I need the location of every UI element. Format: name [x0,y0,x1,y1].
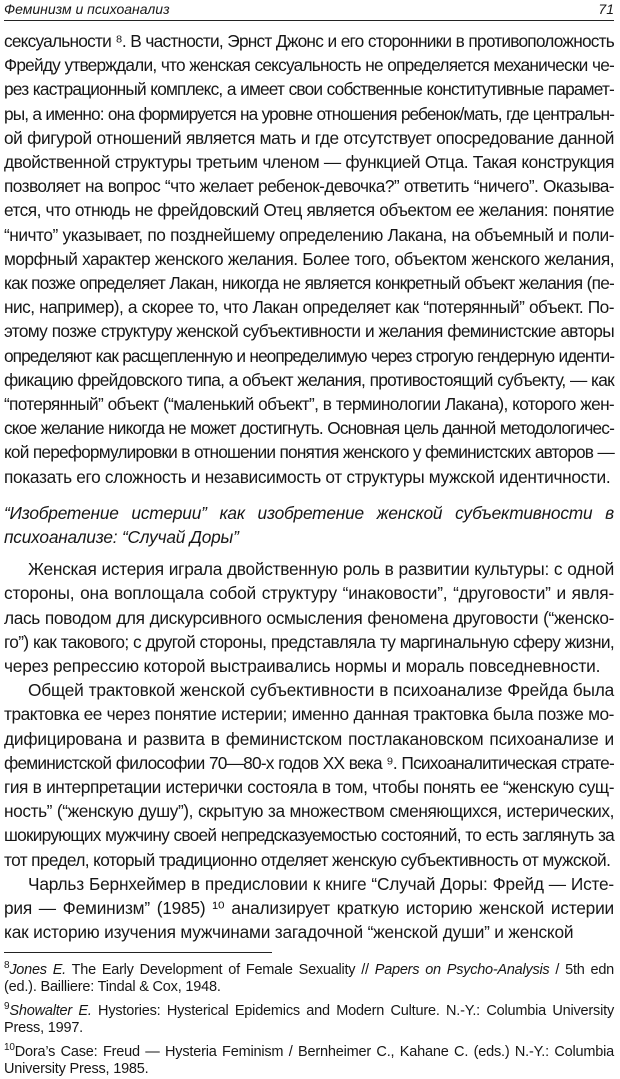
paragraph-2-line: Женская истерия играла двойственную роль в развитии культуры: с одной [28,559,614,580]
paragraph-1-line: нис, например), а скорее то, что Лакан определяет как “потерянный” объект. По- [4,297,614,318]
footnote-9-continuation: Press, 1997. [4,1019,84,1036]
section-heading-line: “Изобретение истерии” как изобретение женской субъективности в [4,502,614,523]
footnote-number: 8 [4,960,10,972]
paragraph-2-line: го”) как такового; с другой стороны, представляла ту маргинальную сферу жизни, [4,631,614,652]
paragraph-4-line: рия — Феминизм” (1985) ¹⁰ анализирует краткую историю женской истерии [4,898,614,918]
footnote-rule [4,952,272,953]
running-head [4,0,614,21]
footnote-10-continuation: University Press, 1985. [4,1060,149,1077]
paragraph-1-line: показать его сложность и независимость от структуры мужской идентичности. [4,466,611,487]
footnote-author: Showalter E. [9,1003,92,1020]
footnote-source: Papers on Psycho-Analysis [374,962,550,979]
footnote-text: The Early Development of Female Sexuality // [65,962,375,979]
paragraph-2-line: лась поводом для дискурсивного осмысления феномена друговости (“женско- [4,607,614,628]
running-head-title: Феминизм и психоанализ [4,1,170,17]
paragraph-1-line: как позже определяет Лакан, никогда не является конкретный объект желания (пе- [4,273,614,293]
paragraph-4-line: как историю изучения мужчинами загадочной “женской души” и женской [4,922,574,943]
paragraph-3-line: Общей трактовкой женской субъективности в психоанализе Фрейда была [28,680,614,701]
paragraph-3-line: ность” (“женскую душу”), скрытую за множеством сменяющихся, истерических, [4,801,614,822]
paragraph-3-line: дифицирована и развита в феминистском постлакановском психоанализе и [4,728,614,749]
paragraph-3-line: шокирующих мужчину своей непредсказуемостью состояний, то есть заглянуть за [4,825,614,846]
paragraph-1-line: ское желание никогда не может достигнуть. Основная цель данной методологичес- [4,418,614,439]
paragraph-1-line: позволяет на вопрос “что желает ребенок-девочка?” ответить “ничего”. Оказыва- [4,176,614,197]
footnote-text: Dora’s Case: Freud — Hysteria Feminism / Bernheimer C., Kahane C. (eds.) N.-Y.: Columbia [14,1044,614,1061]
footnote-text: Hystories: Hysterical Epidemics and Modern Culture. N.-Y.: Columbia University [91,1003,614,1020]
footnote-author: Jones E. [9,962,66,979]
footnote-number: 10 [4,1042,15,1054]
paragraph-1-line: ры, а именно: она формируется на уровне отношения ребенок/мать, где центральн- [4,103,614,124]
paragraph-4-line: Чарльз Бернхеймер в предисловии к книге “Случай Доры: Фрейд — Исте- [28,873,614,894]
paragraph-1-line: ется, что отнюдь не фрейдовский Отец является объектом ее желания: понятие [4,200,614,221]
paragraph-1-line: ой фигурой отношений является мать и где отсутствует опосредование данной [4,127,614,148]
paragraph-1-line: “потерянный” объект (“маленький объект”, в терминологии Лакана), которого жен- [4,394,614,414]
paragraph-1-line: фикацию фрейдовского типа, а объект желания, противостоящий субъекту, — как [4,369,614,390]
paragraph-2-line: стороны, она воплощала собой структуру “инаковости”, “друговости” и явля- [4,583,614,604]
paragraph-1-line: рез кастрационный комплекс, а имеет свои собственные конститутивные парамет- [4,79,614,100]
paragraph-3-line: феминистской философии 70—80-х годов XX века ⁹. Психоаналитическая страте- [4,752,614,773]
paragraph-1-line: определяют как расщепленную и неопределимую через строгую гендерную иденти- [4,345,614,366]
paragraph-2-line: через репрессию которой выстраивались нормы и мораль повседневности. [4,656,601,676]
footnote-number: 9 [4,1001,10,1013]
paragraph-1-line: этому позже структуру женской субъективности и желания феминистские авторы [4,321,614,342]
footnote-9-line [4,997,614,1018]
paragraph-3-line: тот предел, который традиционно отделяет женскую субъективность от мужской. [4,849,611,870]
footnote-8-line [4,956,614,977]
footnote-text: / 5th edn [549,962,614,979]
footnote-8-continuation: (ed.). Bailliere: Tindal & Cox, 1948. [4,978,221,995]
paragraph-1-line: кой переформулировки в отношении понятия женского у феминистских авторов — [4,442,614,463]
paragraph-1-line: “ничто” указывает, по позднейшему определению Лакана, на объемный и поли- [4,224,614,245]
section-heading-line: психоанализе: “Случай Доры” [4,527,239,547]
paragraph-3-line: трактовка ее через понятие истерии; именно данная трактовка была позже мо- [4,704,614,725]
page-number: 71 [598,1,614,17]
paragraph-3-line: гия в интерпретации истерички состояла в том, чтобы понять ее “женскую сущ- [4,777,614,797]
paragraph-1-line: сексуальности ⁸. В частности, Эрнст Джонс и его сторонники в противоположность [4,31,614,51]
paragraph-1-line: морфный характер женского желания. Более того, объектом женского желания, [4,248,614,269]
footnote-10-line [4,1038,614,1059]
paragraph-1-line: Фрейду утверждали, что женская сексуальность не определяется механически че- [4,55,614,76]
paragraph-1-line: двойственной структуры третьим членом — функцией Отца. Такая конструкция [4,152,614,172]
